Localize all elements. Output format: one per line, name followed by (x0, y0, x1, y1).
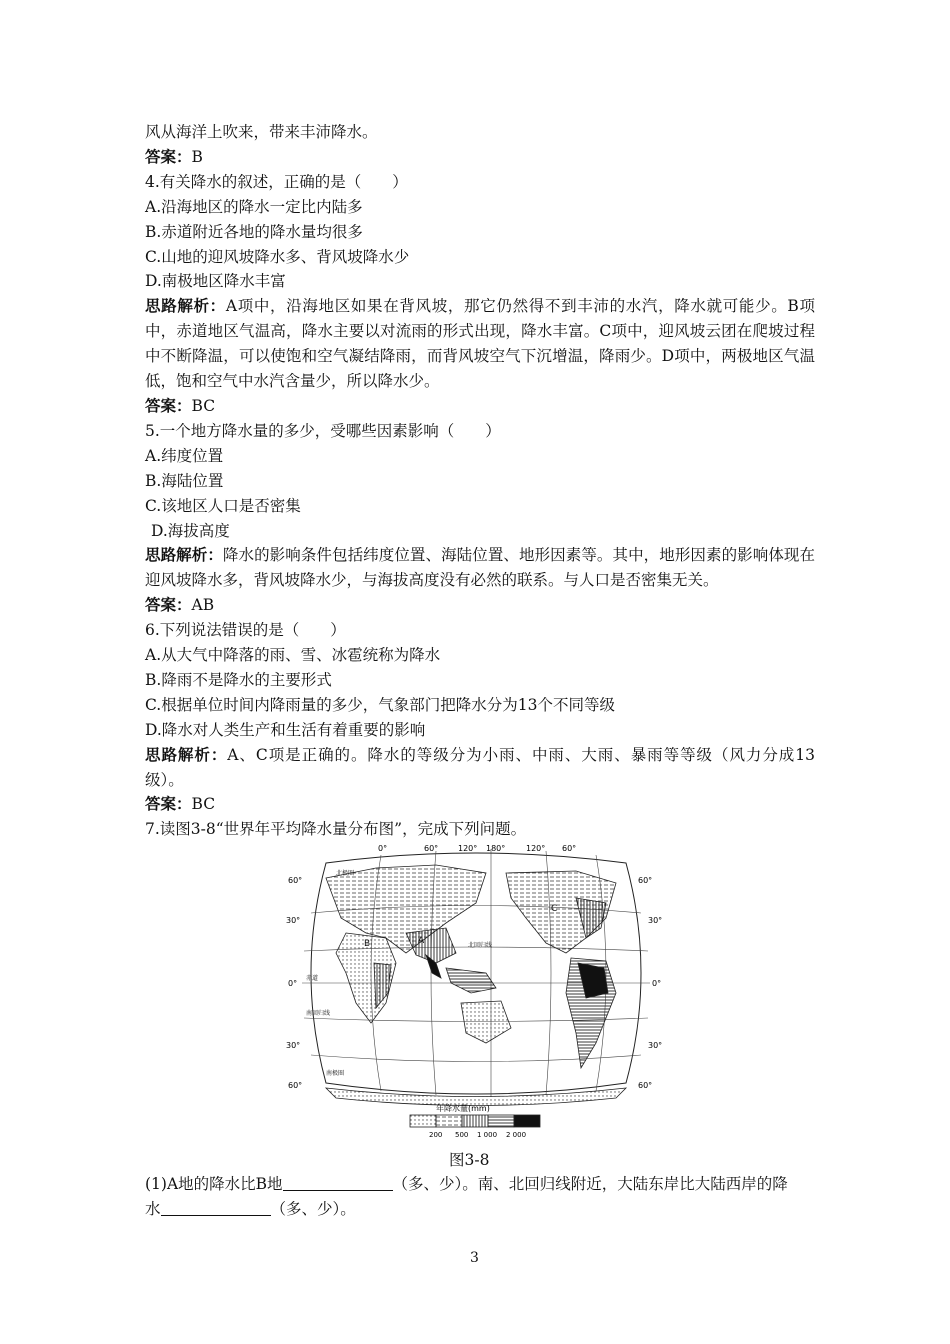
analysis-text: 降水的影响条件包括纬度位置、海陆位置、地形因素等。其中，地形因素的影响体现在迎风坡降水多，背风坡降水少，与海拔高度没有必然的联系。与人口是否密集无关。 (145, 546, 815, 590)
q7-text-b: （多、少）。南、北回归线附近，大陆东岸比大陆西岸的降 (392, 1175, 788, 1193)
page-number: 3 (470, 1250, 479, 1266)
analysis-text: A、C项是正确的。降水的等级分为小雨、中雨、大雨、暴雨等等级（风力分成13级）。 (145, 745, 815, 789)
legend-value: 1 000 (477, 1131, 498, 1139)
question-5-option-d: D.海拔高度 (151, 521, 230, 540)
legend-value: 2 000 (506, 1131, 527, 1139)
q7-text-a: (1)A地的降水比B地 (145, 1175, 283, 1193)
lon-label: 60° (424, 844, 439, 853)
lat-label: 60° (288, 876, 303, 885)
lat-label: 60° (638, 876, 653, 885)
question-7-stem: 7.读图3-8“世界年平均降水量分布图”，完成下列问题。 (145, 820, 527, 839)
answer-label: 答案： (145, 795, 192, 814)
lat-label: 30° (648, 916, 663, 925)
lat-label: 30° (286, 916, 301, 925)
answer-value: BC (191, 795, 216, 814)
answer-label: 答案： (145, 147, 192, 166)
answer-blank[interactable] (283, 1176, 393, 1191)
world-precipitation-map (286, 843, 666, 1163)
answer-label: 答案： (145, 596, 192, 615)
question-4-stem: 4.有关降水的叙述，正确的是（ ） (145, 172, 408, 191)
lon-label: 120° (526, 844, 546, 853)
question-6-option-a: A.从大气中降落的雨、雪、冰雹统称为降水 (145, 646, 441, 665)
tropic-of-cancer-label: 北回归线 (468, 942, 493, 949)
place-label-a: A (418, 936, 425, 946)
question-6-answer (145, 792, 815, 817)
question-4-answer (145, 394, 815, 419)
question-5-option-c: C.该地区人口是否密集 (145, 496, 301, 515)
question-6-option-c: C.根据单位时间内降雨量的多少，气象部门把降水分为13个不同等级 (145, 695, 615, 714)
question-4-option-c: C.山地的迎风坡降水多、背风坡降水少 (145, 247, 410, 266)
lat-label: 60° (638, 1081, 653, 1090)
answer-value: AB (191, 596, 215, 615)
lat-label: 0° (652, 979, 662, 988)
question-5-answer (145, 593, 815, 618)
question-5-option-b: B.海陆位置 (145, 471, 224, 490)
lon-label: 0° (378, 844, 388, 853)
antarctic-circle-label: 南极圈 (326, 1070, 345, 1077)
question-4-option-a: A.沿海地区的降水一定比内陆多 (145, 197, 363, 216)
q7-text-c: 水 (145, 1199, 161, 1218)
question-6-analysis (145, 743, 815, 793)
lat-label: 60° (288, 1081, 303, 1090)
answer-label: 答案： (145, 396, 192, 415)
analysis-label: 思路解析： (145, 546, 223, 565)
lat-label: 0° (288, 979, 298, 988)
legend-value: 200 (429, 1131, 443, 1139)
analysis-label: 思路解析： (145, 745, 228, 764)
equator-label: 赤道 (306, 975, 319, 982)
arctic-circle-label: 北极圈 (336, 870, 355, 877)
question-5-analysis (145, 543, 815, 593)
lat-label: 30° (648, 1041, 663, 1050)
figure-caption: 图3-8 (449, 1151, 490, 1169)
answer-value: BC (191, 396, 216, 415)
place-label-c: C (551, 904, 558, 914)
answer-line (145, 145, 815, 170)
text-line: 风从海洋上吹来，带来丰沛降水。 (145, 123, 378, 141)
question-4-option-b: B.赤道附近各地的降水量均很多 (145, 222, 363, 241)
tropic-of-capricorn-label: 南回归线 (306, 1010, 331, 1017)
question-6-option-d: D.降水对人类生产和生活有着重要的影响 (145, 720, 426, 739)
q7-text-d: （多、少）。 (270, 1199, 356, 1218)
analysis-text: A项中，沿海地区如果在背风坡，那它仍然得不到丰沛的水汽，降水就可能少。B项中，赤道地区气温高，降水主要以对流雨的形式出现，降水丰富。C项中，迎风坡云团在爬坡过程中不断降温，可以使饱和空气凝结降雨，而背风坡空气下沉增温，降雨少。D项中，两极地区气温低，饱和空气中水汽含量少，所以降水少。 (145, 297, 815, 391)
analysis-label: 思路解析： (145, 297, 226, 316)
legend-title: 年降水量(mm) (436, 1104, 490, 1113)
question-5-option-a: A.纬度位置 (145, 446, 224, 465)
answer-blank[interactable] (161, 1201, 271, 1216)
question-4-option-d: D.南极地区降水丰富 (145, 272, 286, 291)
legend-value: 500 (455, 1131, 469, 1139)
document-body (145, 120, 815, 842)
legend-swatches (410, 1115, 540, 1127)
lon-label: 60° (562, 844, 577, 853)
question-6-stem: 6.下列说法错误的是（ ） (145, 621, 346, 640)
answer-value: B (191, 147, 203, 166)
question-5-stem: 5.一个地方降水量的多少，受哪些因素影响（ ） (145, 421, 501, 440)
question-7-part-1 (145, 1172, 815, 1222)
question-4-analysis (145, 294, 815, 394)
lat-label: 30° (286, 1041, 301, 1050)
lon-label: 120° (458, 844, 478, 853)
lon-label: 180° (486, 844, 506, 853)
place-label-b: B (364, 939, 371, 949)
question-6-option-b: B.降雨不是降水的主要形式 (145, 670, 332, 689)
